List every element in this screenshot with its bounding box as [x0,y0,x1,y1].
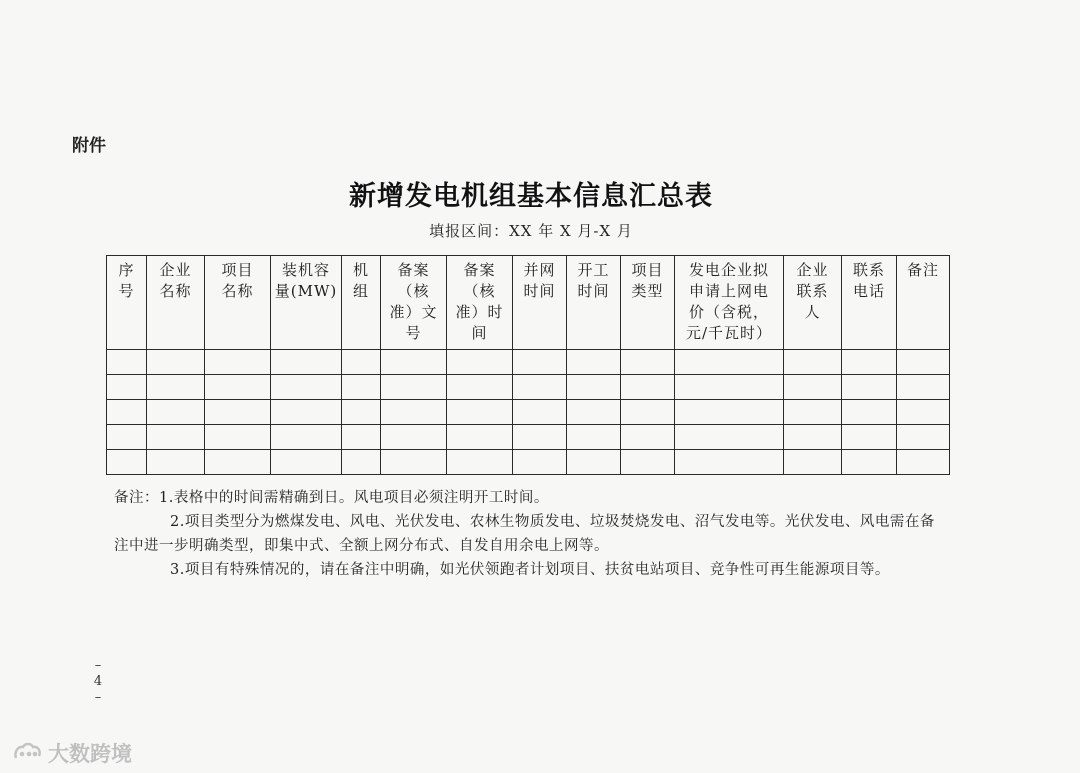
column-header-line: 人 [804,303,821,321]
page-number-value: 4 [93,674,103,689]
table-cell [107,400,147,425]
table-cell [567,350,621,375]
table-cell [147,350,205,375]
watermark-logo-icon [12,742,42,764]
column-header-line: 间 [471,324,488,342]
table-cell [621,450,675,475]
table-cell [842,400,897,425]
table-cell [513,400,567,425]
column-header-line: 号 [405,324,422,342]
column-header-2 [147,256,205,350]
table-cell [147,375,205,400]
column-header-line: 联系 [852,261,885,279]
table-row [107,425,950,450]
column-header-line: 申请上网电 [688,282,769,300]
table-cell [621,375,675,400]
table-cell [107,375,147,400]
table-cell [567,425,621,450]
attachment-label: 附件 [72,136,106,156]
column-header-14 [897,256,950,350]
column-header-3 [205,256,271,350]
column-header-line: 并网 [523,261,556,279]
table-cell [897,450,950,475]
watermark [12,738,132,768]
table-cell [342,425,381,450]
column-header-13 [842,256,897,350]
table-cell [621,425,675,450]
column-header-line: 组 [352,282,369,300]
table-cell [271,350,342,375]
table-cell [675,350,784,375]
table-cell [784,400,842,425]
table-cell [513,450,567,475]
column-header-line: 元/千瓦时） [685,324,773,342]
column-header-line: （核 [397,282,430,300]
column-header-10 [621,256,675,350]
table-cell [381,400,447,425]
note-item-1: 备注：1.表格中的时间需精确到日。风电项目必须注明开工时间。 [114,490,549,506]
column-header-7 [447,256,513,350]
table-cell [447,450,513,475]
column-header-line: 电话 [852,282,885,300]
table-cell [842,350,897,375]
table-cell [567,400,621,425]
table-cell [271,425,342,450]
table-cell [842,450,897,475]
table-cell [107,350,147,375]
column-header-line: 类型 [631,282,664,300]
column-header-line: 名称 [159,282,192,300]
table-header-row [107,256,950,350]
table-cell [897,350,950,375]
table-cell [107,425,147,450]
table-cell [784,450,842,475]
table-cell [567,375,621,400]
table-cell [381,350,447,375]
column-header-8 [513,256,567,350]
table-cell [271,375,342,400]
table-cell [147,425,205,450]
table-cell [342,375,381,400]
table-cell [675,450,784,475]
table-row [107,450,950,475]
column-header-12 [784,256,842,350]
table-cell [897,400,950,425]
notes [114,486,944,582]
table-cell [381,375,447,400]
table-cell [513,350,567,375]
column-header-line: 准）时 [455,303,504,321]
table-cell [205,425,271,450]
table-cell [205,450,271,475]
column-header-5 [342,256,381,350]
table-cell [842,375,897,400]
column-header-9 [567,256,621,350]
column-header-line: 企业 [796,261,829,279]
table-cell [342,350,381,375]
column-header-line: 备案 [463,261,496,279]
column-header-line: 序 [118,261,135,279]
column-header-line: 联系 [796,282,829,300]
table-cell [342,400,381,425]
table-cell [784,425,842,450]
table-cell [567,450,621,475]
reporting-period: 填报区间：XX 年 X 月-X 月 [429,222,633,240]
page-number: – 4 – [88,658,108,706]
table-cell [381,450,447,475]
column-header-1 [107,256,147,350]
column-header-line: 开工 [577,261,610,279]
column-header-line: 时间 [577,282,610,300]
table-cell [271,400,342,425]
table-cell [205,400,271,425]
table-cell [513,425,567,450]
table-cell [621,350,675,375]
watermark-text: 大数跨境 [48,742,132,766]
column-header-6 [381,256,447,350]
table-cell [447,425,513,450]
table-row [107,400,950,425]
table-cell [447,375,513,400]
column-header-line: 企业 [159,261,192,279]
column-header-line: 备案 [397,261,430,279]
column-header-line: 准）文 [389,303,438,321]
table-row [107,375,950,400]
table-cell [381,425,447,450]
column-header-4 [271,256,342,350]
column-header-line: 项目 [221,261,254,279]
table-body [107,350,950,475]
table-cell [784,350,842,375]
page-title: 新增发电机组基本信息汇总表 [349,181,713,212]
column-header-line: 时间 [523,282,556,300]
table-cell [621,400,675,425]
column-header-line: 项目 [631,261,664,279]
note-item-2: 2.项目类型分为燃煤发电、风电、光伏发电、农林生物质发电、垃圾焚烧发电、沼气发电等。光伏发电、风电需在备注中进一步明确类型，即集中式、全额上网分布式、自发自用余电上网等。 [114,514,935,554]
summary-table [106,255,950,475]
table-cell [107,450,147,475]
table-cell [675,425,784,450]
table-cell [147,450,205,475]
table-cell [513,375,567,400]
table-cell [842,425,897,450]
table-cell [897,425,950,450]
table-cell [342,450,381,475]
column-header-11 [675,256,784,350]
table-cell [447,400,513,425]
table-cell [675,375,784,400]
column-header-line: 机 [352,261,369,279]
table-cell [447,350,513,375]
table-cell [784,375,842,400]
note-item-3: 3.项目有特殊情况的，请在备注中明确，如光伏领跑者计划项目、扶贫电站项目、竞争性可再生能源项目等。 [170,562,890,578]
column-header-line: 装机容 [281,261,330,279]
column-header-line: 名称 [221,282,254,300]
table-cell [897,375,950,400]
column-header-line: 备注 [906,261,939,279]
table-cell [147,400,205,425]
column-header-line: 价（含税， [688,303,769,321]
table-cell [271,450,342,475]
table-cell [205,375,271,400]
table-row [107,350,950,375]
column-header-line: 量(MW) [274,282,338,300]
table-cell [205,350,271,375]
column-header-line: 发电企业拟 [688,261,769,279]
table-cell [675,400,784,425]
column-header-line: （核 [463,282,496,300]
column-header-line: 号 [118,282,135,300]
